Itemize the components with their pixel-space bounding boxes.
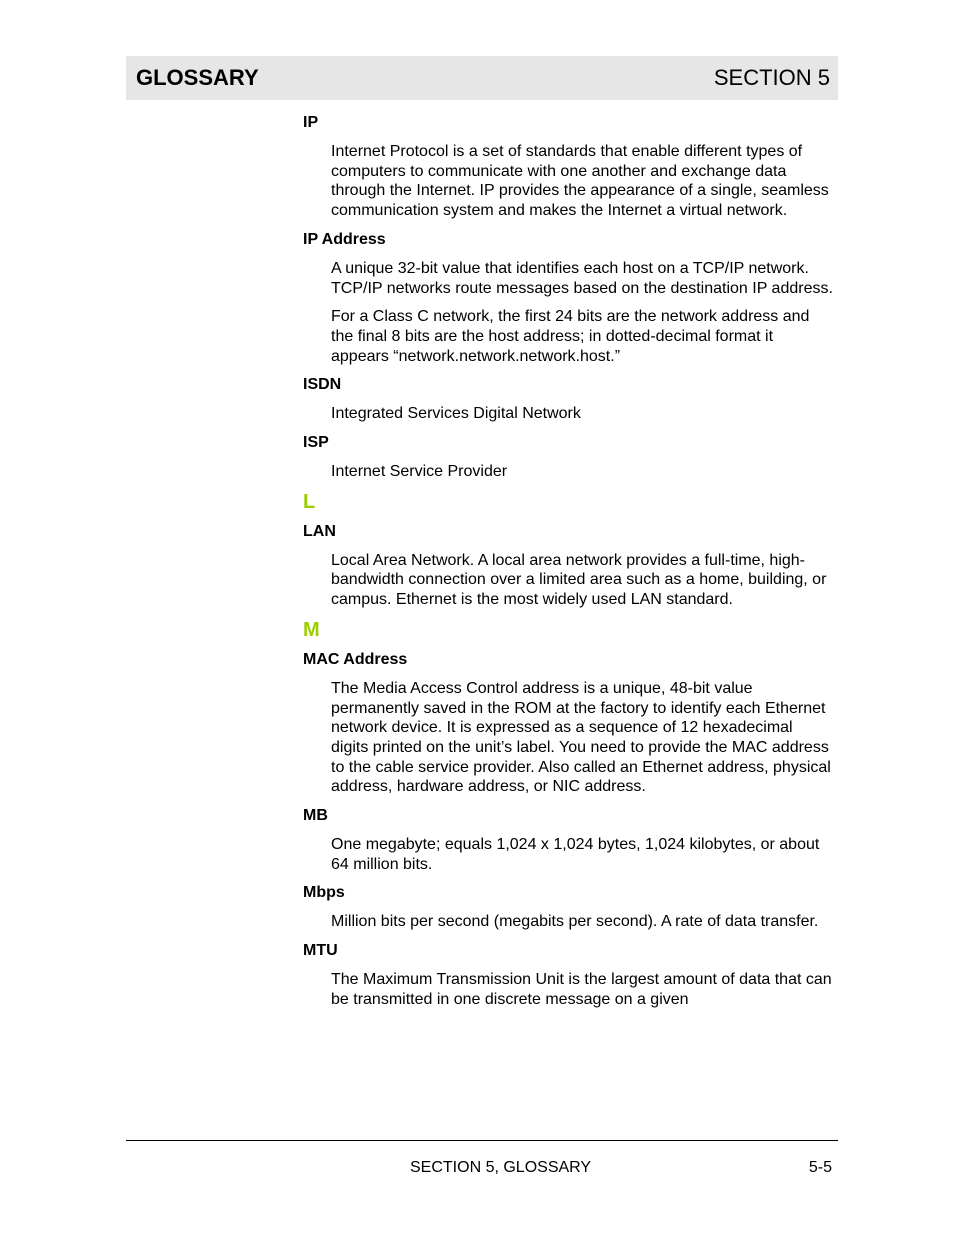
definition-isp: Internet Service Provider xyxy=(331,463,508,481)
term-ip: IP xyxy=(303,114,319,131)
definition-mtu: The Maximum Transmission Unit is the largest amount of data that can be transmitted in one discrete message on a given xyxy=(331,971,832,1008)
definition-lan: Local Area Network. A local area network provides a full-time, high-bandwidth connection over a limited area such as a home, building, or campus. Ethernet is the most widely used LAN standard. xyxy=(331,551,827,609)
definition-ip-address: A unique 32-bit value that identifies each host on a TCP/IP network. TCP/IP networks route messages based on the destination IP address. xyxy=(331,259,833,297)
definition-mbps: Million bits per second (megabits per second). A rate of data transfer. xyxy=(331,913,819,931)
header-title: GLOSSARY xyxy=(136,65,259,90)
definition-ip: Internet Protocol is a set of standards that enable different types of computers to communicate with one another and exchange data through the Internet. IP provides the appearance of a single, seamless communication system and makes the Internet a virtual network. xyxy=(331,143,829,220)
header-section: SECTION 5 xyxy=(713,65,830,90)
letter-heading-m: M xyxy=(303,618,320,641)
page-header xyxy=(126,56,838,100)
term-isdn: ISDN xyxy=(303,376,342,394)
footer-divider xyxy=(126,1140,838,1141)
term-mb: MB xyxy=(303,807,328,825)
glossary-content xyxy=(303,113,833,1019)
footer-section-label: SECTION 5, GLOSSARY xyxy=(410,1159,592,1176)
definition-ip-address-2: For a Class C network, the first 24 bits are the network address and the final 8 bits are the host address; in dotted-decimal format it appears “network.network.network.host.” xyxy=(331,308,810,365)
term-mac-address: MAC Address xyxy=(303,650,408,668)
letter-heading-l: L xyxy=(303,490,316,513)
term-mbps: Mbps xyxy=(303,884,345,902)
term-lan: LAN xyxy=(303,522,336,540)
definition-isdn: Integrated Services Digital Network xyxy=(331,405,581,423)
definition-mb: One megabyte; equals 1,024 x 1,024 bytes, 1,024 kilobytes, or about 64 million bits. xyxy=(331,836,820,873)
definition-mac-address: The Media Access Control address is a unique, 48-bit value permanently saved in the ROM at the factory to identify each Ethernet network device. It is expressed as a sequence of 12 hexadecimal digits printed on the unit’s label. You need to provide the MAC address to the cable service provider. Also called an Ethernet address, physical address, hardware address, or NIC address. xyxy=(331,679,831,796)
page-number: 5-5 xyxy=(808,1159,832,1176)
term-isp: ISP xyxy=(303,434,329,452)
term-mtu: MTU xyxy=(303,942,338,960)
term-ip-address: IP Address xyxy=(303,230,386,248)
